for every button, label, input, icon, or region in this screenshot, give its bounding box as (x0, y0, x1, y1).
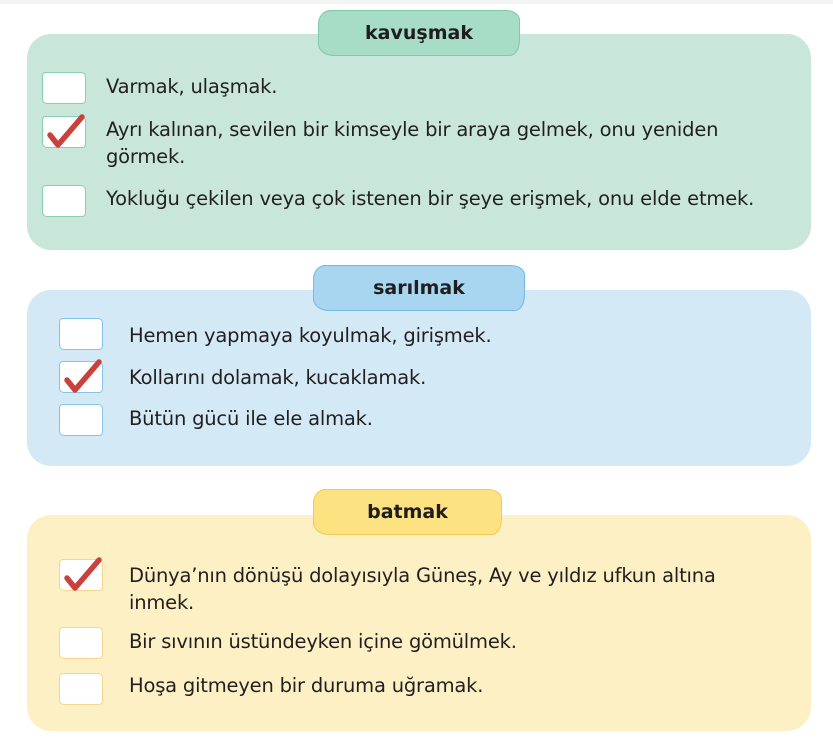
option-item[interactable] (59, 404, 373, 436)
checkmark-icon (63, 358, 103, 394)
option-item[interactable] (42, 185, 754, 217)
checkbox[interactable] (59, 361, 103, 393)
checkbox[interactable] (59, 404, 103, 436)
checkmark-icon (46, 113, 86, 149)
option-item[interactable] (59, 627, 517, 659)
option-label: Bütün gücü ile ele almak. (129, 407, 373, 430)
option-label: Bir sıvının üstündeyken içine gömülmek. (129, 630, 517, 653)
option-item[interactable] (42, 72, 277, 104)
checkmark-icon (63, 556, 103, 592)
option-label: Hoşa gitmeyen bir duruma uğramak. (129, 674, 484, 697)
checkbox[interactable] (42, 72, 86, 104)
checkbox[interactable] (59, 627, 103, 659)
option-item[interactable] (59, 361, 426, 393)
option-label: Hemen yapmaya koyulmak, girişmek. (129, 324, 492, 347)
option-item[interactable] (59, 318, 491, 350)
option-label-continued: görmek. (106, 145, 186, 168)
option-item[interactable] (42, 116, 718, 170)
option-label: Varmak, ulaşmak. (106, 75, 278, 98)
word-tag: sarılmak (313, 265, 525, 311)
checkbox[interactable] (59, 673, 103, 705)
word-tag: batmak (313, 489, 502, 535)
option-label: Kollarını dolamak, kucaklamak. (129, 366, 427, 389)
top-border (0, 0, 833, 4)
option-item[interactable] (59, 559, 716, 616)
option-label: Dünya’nın dönüşü dolayısıyla Güneş, Ay ve yıldız ufkun altına (129, 564, 716, 587)
checkbox[interactable] (59, 559, 103, 591)
option-label-continued: inmek. (129, 591, 195, 614)
option-label: Ayrı kalınan, sevilen bir kimseyle bir araya gelmek, onu yeniden (106, 118, 719, 141)
word-tag: kavuşmak (318, 10, 520, 56)
checkbox[interactable] (42, 116, 86, 148)
checkbox[interactable] (59, 318, 103, 350)
option-label: Yokluğu çekilen veya çok istenen bir şeye erişmek, onu elde etmek. (106, 187, 755, 210)
checkbox[interactable] (42, 185, 86, 217)
option-item[interactable] (59, 673, 483, 705)
